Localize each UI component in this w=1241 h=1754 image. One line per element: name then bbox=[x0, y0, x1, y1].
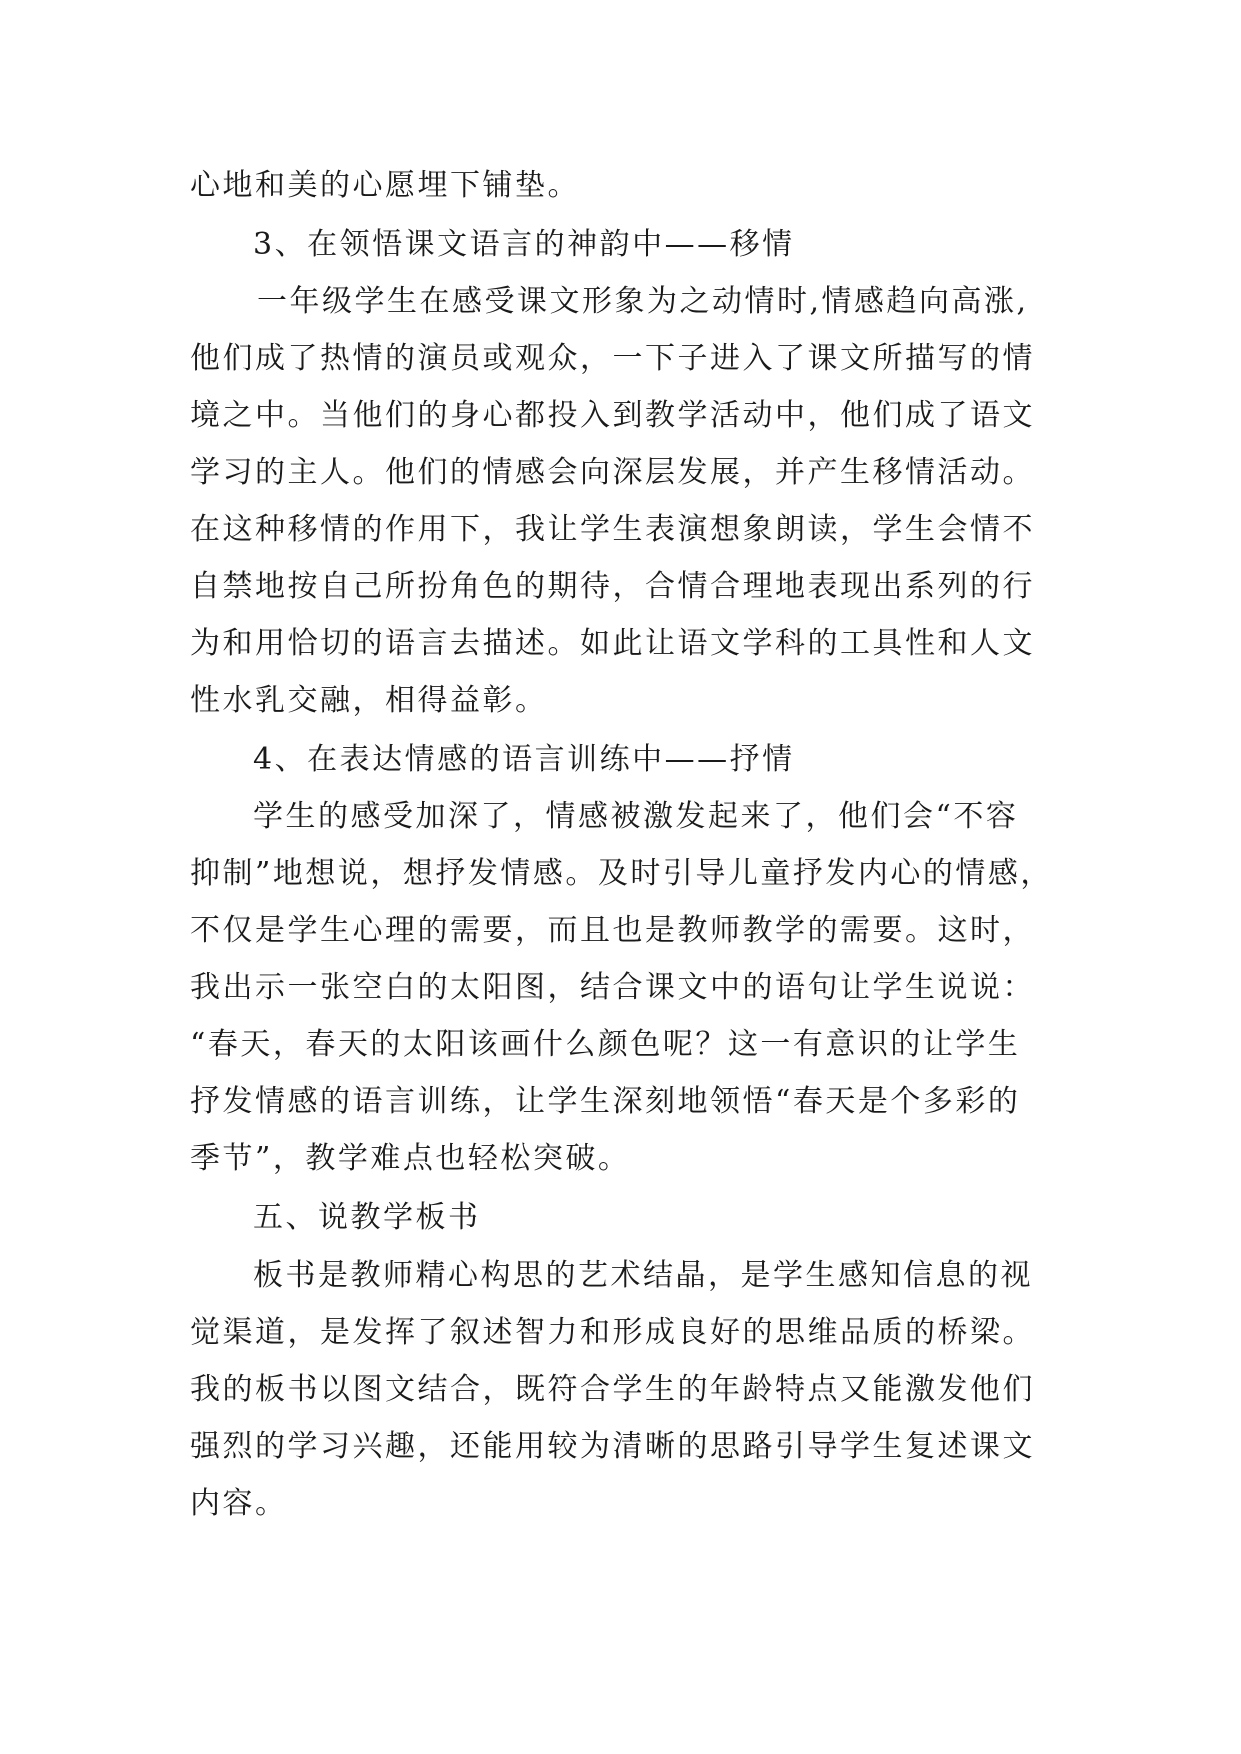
section-heading: 五、说教学板书 bbox=[253, 1200, 481, 1235]
paragraph-line: 觉渠道，是发挥了叙述智力和形成良好的思维品质的桥梁。 bbox=[190, 1315, 1035, 1350]
paragraph-line: 境之中。当他们的身心都投入到教学活动中，他们成了语文 bbox=[190, 398, 1035, 433]
paragraph-line: 学生的感受加深了，情感被激发起来了，他们会“不容 bbox=[253, 799, 1019, 834]
paragraph-line: 在这种移情的作用下，我让学生表演想象朗读，学生会情不 bbox=[190, 512, 1035, 547]
paragraph-line: 抑制”地想说，想抒发情感。及时引导儿童抒发内心的情感， bbox=[190, 856, 1053, 891]
paragraph-line: 抒发情感的语言训练，让学生深刻地领悟“春天是个多彩的 bbox=[190, 1084, 1021, 1119]
paragraph-line: 为和用恰切的语言去描述。如此让语文学科的工具性和人文 bbox=[190, 626, 1035, 661]
paragraph-line: 他们成了热情的演员或观众，一下子进入了课文所描写的情 bbox=[190, 341, 1035, 376]
paragraph-line: 性水乳交融，相得益彰。 bbox=[190, 683, 548, 718]
paragraph-line: 心地和美的心愿埋下铺垫。 bbox=[190, 168, 580, 203]
paragraph-line: 我的板书以图文结合，既符合学生的年龄特点又能激发他们 bbox=[190, 1372, 1035, 1407]
paragraph-line: 一年级学生在感受课文形象为之动情时,情感趋向高涨, bbox=[257, 284, 1029, 319]
paragraph-line: 自禁地按自己所扮角色的期待，合情合理地表现出系列的行 bbox=[190, 569, 1035, 604]
paragraph-line: 强烈的学习兴趣，还能用较为清晰的思路引导学生复述课文 bbox=[190, 1429, 1035, 1464]
section-heading: 4、在表达情感的语言训练中——抒情 bbox=[253, 742, 795, 777]
paragraph-line: “春天，春天的太阳该画什么颜色呢？这一有意识的让学生 bbox=[190, 1027, 1021, 1062]
paragraph-line: 季节”，教学难点也轻松突破。 bbox=[190, 1141, 631, 1176]
paragraph-line: 我出示一张空白的太阳图，结合课文中的语句让学生说说： bbox=[190, 970, 1035, 1005]
paragraph-line: 板书是教师精心构思的艺术结晶，是学生感知信息的视 bbox=[253, 1258, 1033, 1293]
section-heading: 3、在领悟课文语言的神韵中——移情 bbox=[253, 227, 795, 262]
paragraph-line: 内容。 bbox=[190, 1486, 288, 1521]
paragraph-line: 学习的主人。他们的情感会向深层发展，并产生移情活动。 bbox=[190, 455, 1035, 490]
paragraph-line: 不仅是学生心理的需要，而且也是教师教学的需要。这时， bbox=[190, 913, 1035, 948]
